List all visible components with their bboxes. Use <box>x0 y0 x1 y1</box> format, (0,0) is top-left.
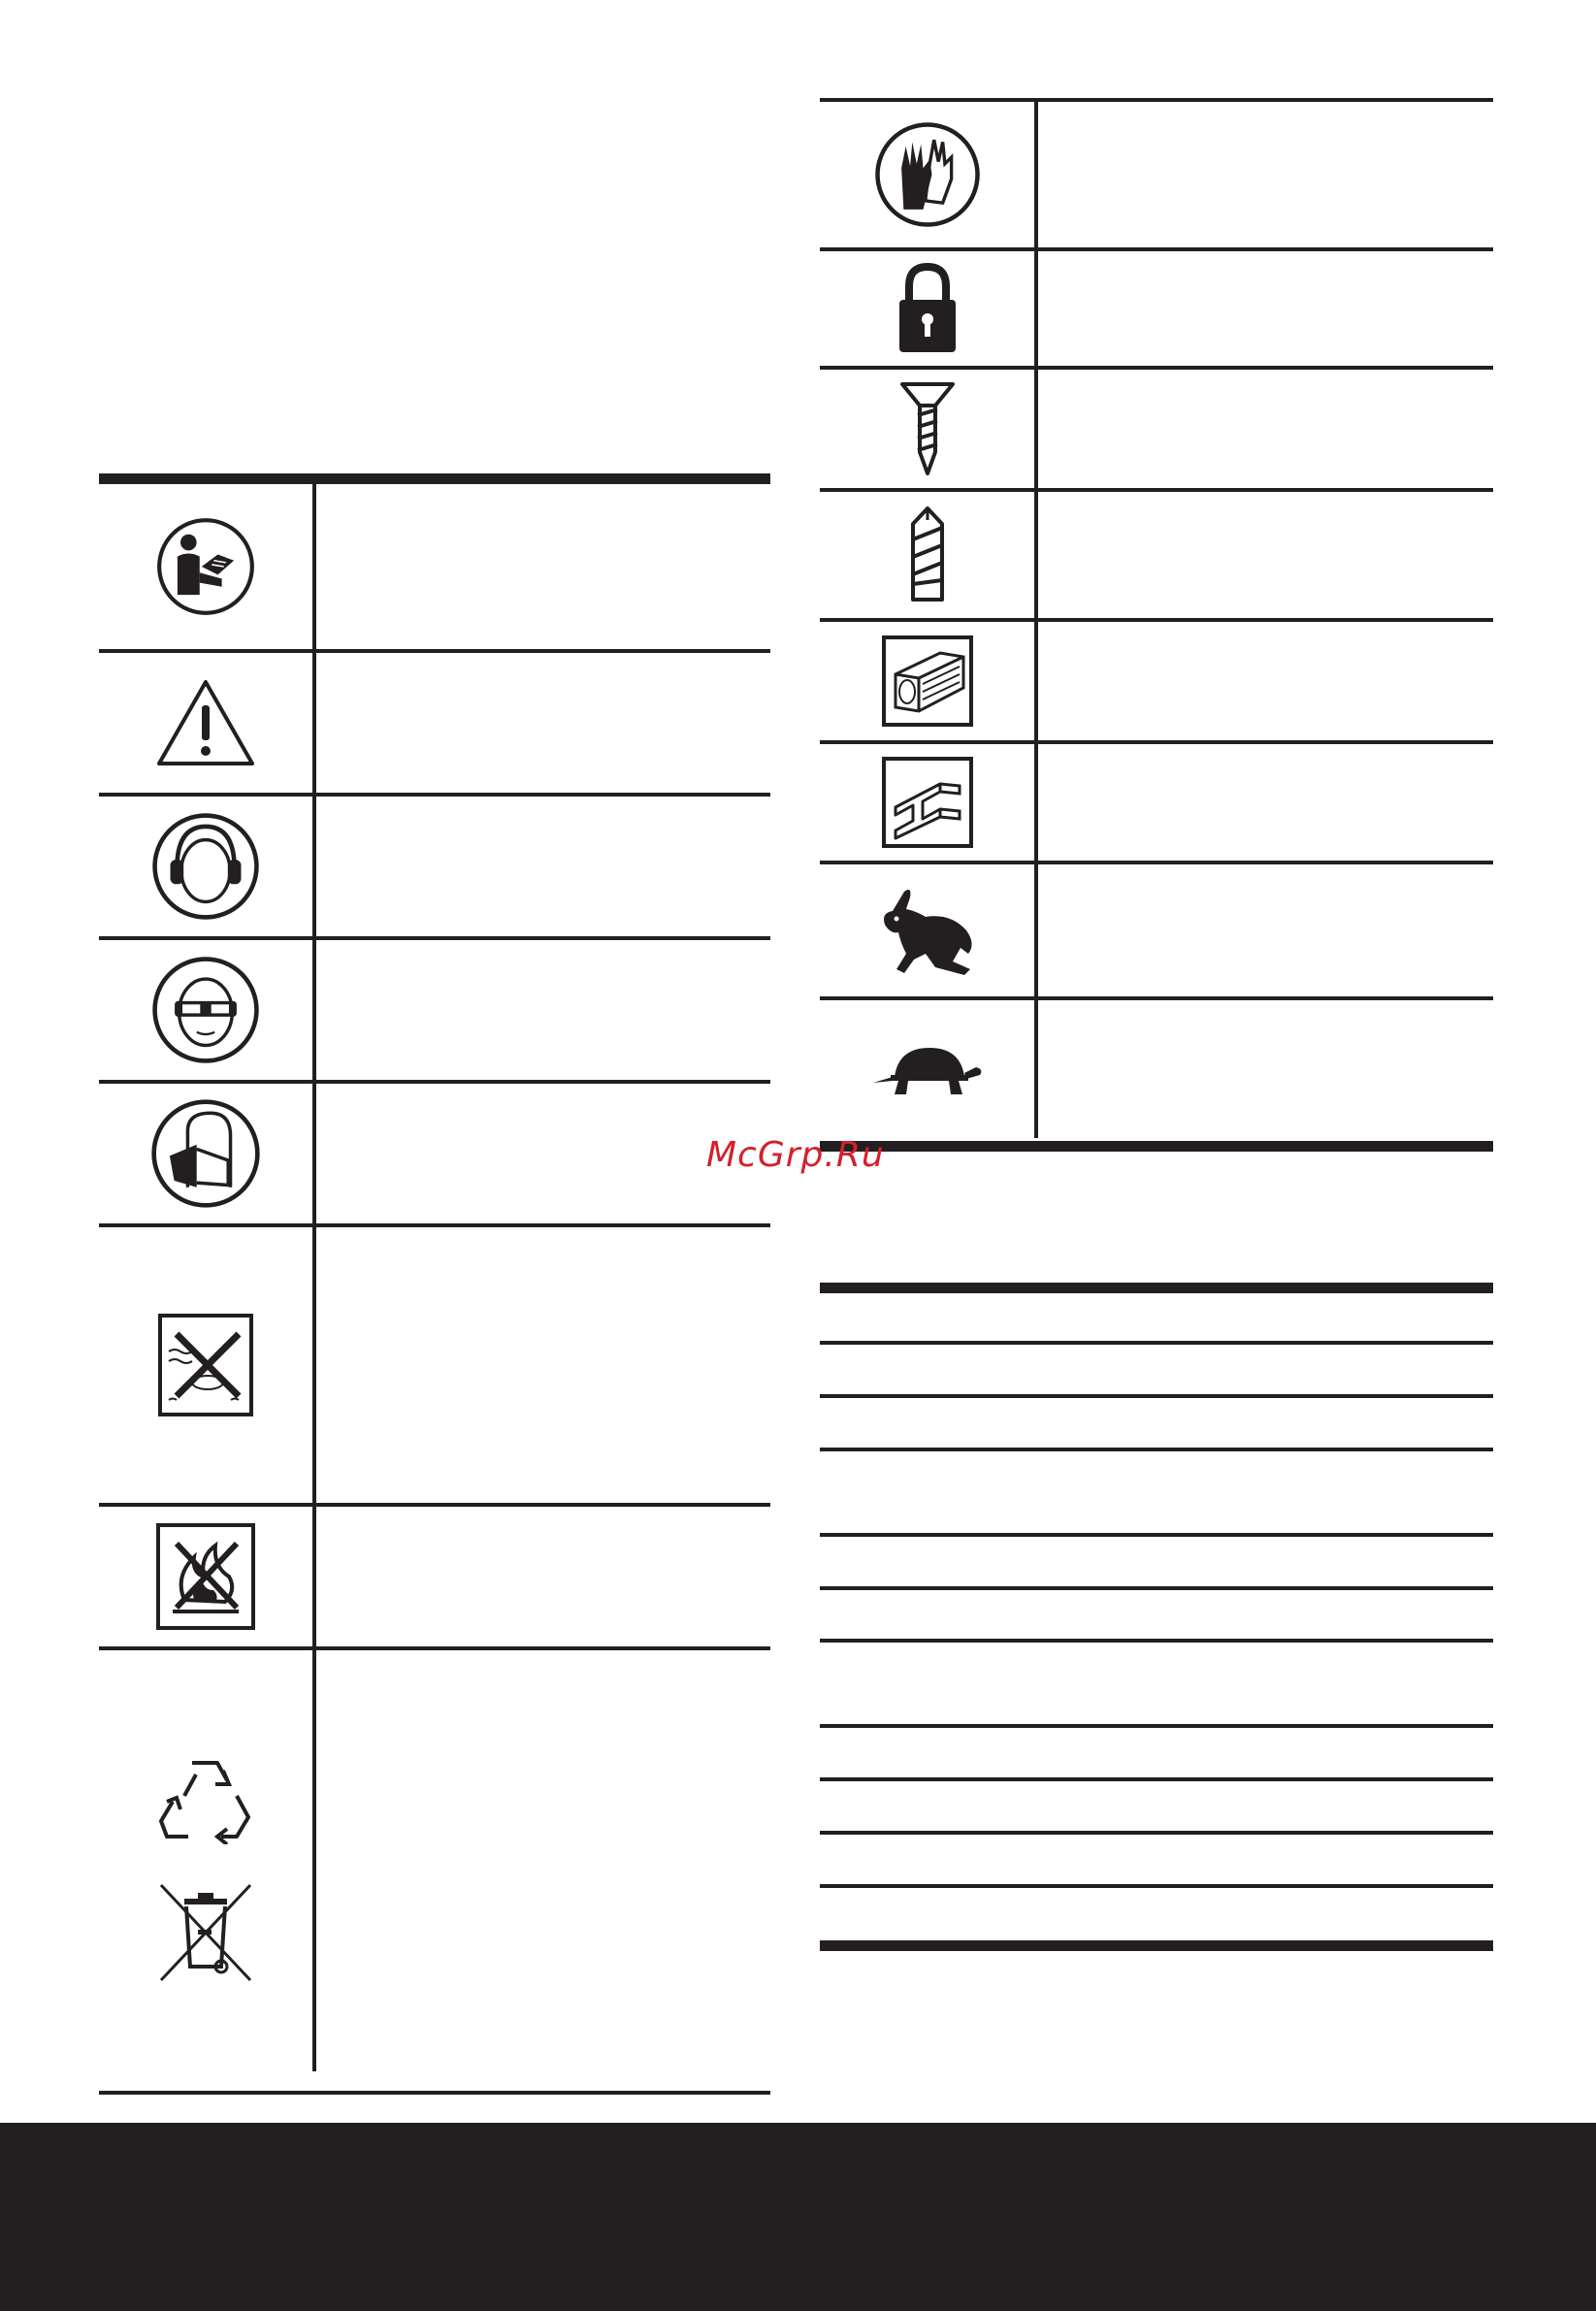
symbol-description <box>316 653 770 793</box>
symbol-row <box>99 1507 770 1650</box>
table-row <box>820 1835 1493 1888</box>
symbol-description <box>1038 102 1493 247</box>
symbol-row <box>820 622 1493 744</box>
specification-table <box>820 1283 1493 1951</box>
read-manual-icon <box>155 516 256 617</box>
table-row <box>820 1345 1493 1398</box>
table-top-rule <box>820 1283 1493 1293</box>
symbol-row <box>99 797 770 940</box>
symbol-description <box>316 1084 770 1223</box>
symbol-row <box>99 940 770 1084</box>
table-row <box>820 1643 1493 1728</box>
symbol-description <box>1038 864 1493 996</box>
symbol-description <box>1038 370 1493 488</box>
watermark: McGrp.Ru <box>706 1135 885 1175</box>
screw-icon <box>900 382 955 475</box>
do-not-dispose-in-water-icon <box>157 1313 254 1417</box>
padlock-icon <box>897 263 958 354</box>
symbol-row <box>99 1650 770 2095</box>
table-row <box>820 1451 1493 1537</box>
table-row <box>820 1398 1493 1451</box>
symbol-row <box>99 1084 770 1227</box>
crossed-bin-icon <box>157 1883 254 1984</box>
symbol-description <box>1038 1000 1493 1141</box>
symbol-description <box>316 797 770 936</box>
symbol-row <box>820 744 1493 864</box>
recycle-icon <box>159 1757 252 1844</box>
wood-icon <box>882 635 973 727</box>
table-row <box>820 1590 1493 1643</box>
symbol-description <box>1038 251 1493 366</box>
symbol-description <box>316 1507 770 1646</box>
table-top-rule <box>99 473 770 484</box>
table-row <box>820 1781 1493 1835</box>
symbol-row <box>820 864 1493 1000</box>
low-speed-turtle-icon <box>871 1044 984 1098</box>
table-row <box>820 1728 1493 1781</box>
symbol-row <box>99 653 770 797</box>
eye-protection-icon <box>150 955 261 1065</box>
left-symbol-table <box>99 473 770 2084</box>
symbol-description <box>1038 744 1493 861</box>
protective-gloves-icon <box>873 120 982 229</box>
ear-protection-icon <box>150 811 261 922</box>
symbol-description <box>316 484 770 649</box>
symbol-description <box>1038 622 1493 740</box>
drill-bit-icon <box>907 506 948 603</box>
right-symbol-table <box>820 98 1493 1152</box>
symbol-row <box>99 1227 770 1507</box>
symbol-row <box>99 484 770 653</box>
symbol-row <box>820 1000 1493 1152</box>
page-footer-band <box>0 2123 1596 2311</box>
table-row <box>820 1888 1493 1951</box>
do-not-burn-icon <box>155 1522 256 1631</box>
symbol-row <box>820 492 1493 622</box>
warning-triangle-icon <box>155 678 256 767</box>
table-row <box>820 1537 1493 1590</box>
table-row <box>820 1293 1493 1345</box>
symbol-row <box>820 370 1493 492</box>
symbol-description <box>316 1650 770 2091</box>
symbol-row <box>820 102 1493 251</box>
symbol-description <box>316 1227 770 1503</box>
symbol-row <box>820 251 1493 370</box>
dust-mask-icon <box>149 1097 262 1210</box>
symbol-description <box>1038 492 1493 618</box>
high-speed-rabbit-icon <box>877 884 978 977</box>
metal-icon <box>882 757 973 848</box>
symbol-description <box>316 940 770 1080</box>
